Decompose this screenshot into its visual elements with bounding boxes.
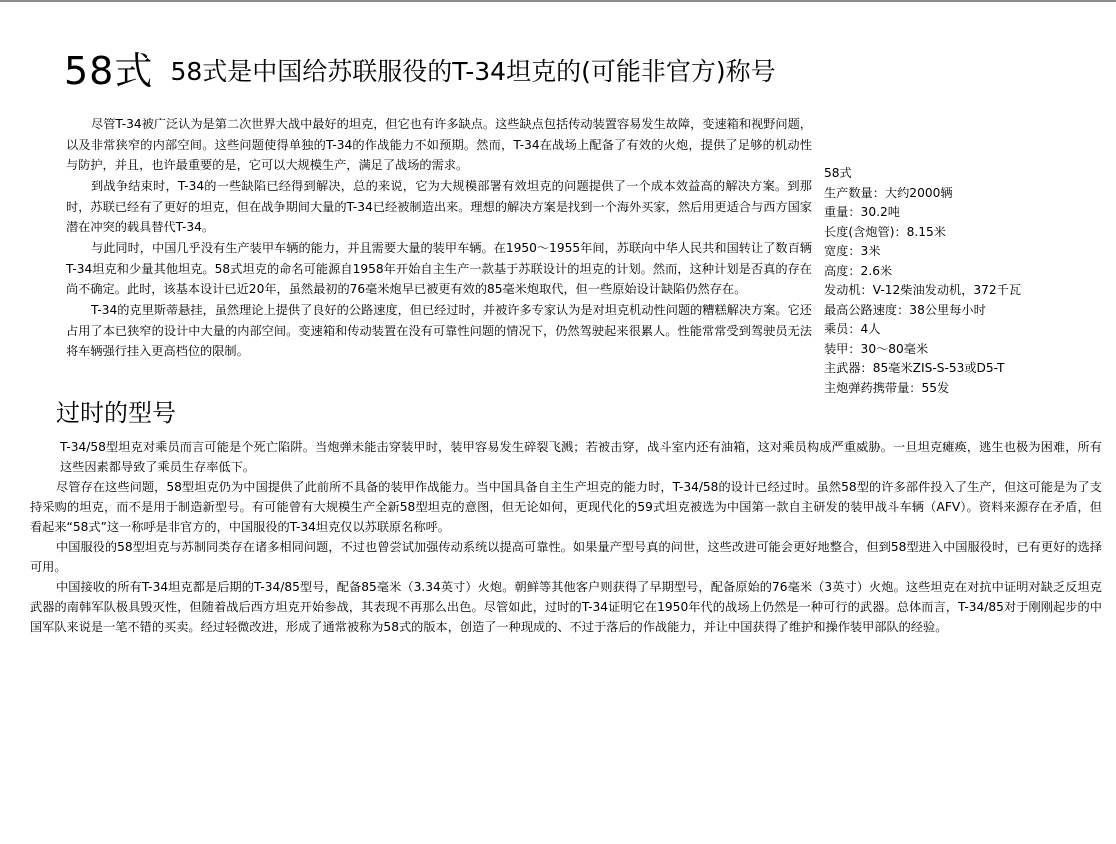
spec-crew: 乘员：4人 — [824, 322, 881, 336]
section-paragraph: 中国接收的所有T-34坦克都是后期的T-34/85型号，配备85毫米（3.34英寸）火炮。朝鲜等其他客户则获得了早期型号，配备原始的76毫米（3英寸）火炮。这些坦克在对抗中证明对缺乏反坦克武器的南韩军队极具毁灭性，但随着战后西方坦克开始参战，其表现不再那么出色。尽管如此，过时的T-34证明它在1950年代的战场上仍然是一种可行的武器。总体而言，T-34/85对于刚刚起步的中国军队来说是一笔不错的买卖。经过轻微改进，形成了通常被称为58式的版本，创造了一种现成的、不过于落后的作战能力，并让中国获得了维护和操作装甲部队的经验。 — [30, 580, 1102, 634]
infobox-title: 58式 — [824, 166, 852, 180]
spec-engine: 发动机：V-12柴油发动机，372千瓦 — [824, 283, 1022, 297]
spec-main-armament: 主武器：85毫米ZIS-S-53或D5-T — [824, 361, 1005, 375]
page-header — [64, 40, 776, 95]
spec-production: 生产数量：大约2000辆 — [824, 185, 953, 200]
page-subtitle: 58式是中国给苏联服役的T-34坦克的(可能非官方)称号 — [170, 57, 776, 86]
intro-section — [66, 114, 812, 362]
spec-length: 长度(含炮管)：8.15米 — [824, 224, 946, 239]
intro-paragraph: 尽管T-34被广泛认为是第二次世界大战中最好的坦克，但它也有许多缺点。这些缺点包括传动装置容易发生故障，变速箱和视野问题，以及非常狭窄的内部空间。这些问题使得单独的T-34的作战能力不如预期。然而，T-34在战场上配备了有效的火炮，提供了足够的机动性与防护，并且，也许最重要的是，它可以大规模生产，满足了战场的需求。 — [66, 117, 812, 172]
specs-infobox — [824, 164, 1021, 398]
section-paragraph: 中国服役的58型坦克与苏制同类存在诸多相同问题，不过也曾尝试加强传动系统以提高可靠性。如果量产型号真的问世，这些改进可能会更好地整合，但到58型进入中国服役时，已有更好的选择可用。 — [30, 539, 1102, 574]
intro-paragraph: T-34的克里斯蒂悬挂，虽然理论上提供了良好的公路速度，但已经过时，并被许多专家认为是对坦克机动性问题的糟糕解决方案。它还占用了本已狭窄的设计中大量的内部空间。变速箱和传动装置在没有可靠性问题的情况下，仍然驾驶起来很累人。性能常常受到驾驶员无法将车辆强行挂入更高档位的限制。 — [66, 303, 812, 358]
page-title: 58式 — [64, 49, 154, 93]
section-paragraph: T-34/58型坦克对乘员而言可能是个死亡陷阱。当炮弹未能击穿装甲时，装甲容易发生碎裂飞溅；若被击穿，战斗室内还有油箱，这对乘员构成严重威胁。一旦坦克瘫痪，逃生也极为困难，所有这些因素都导致了乘员生存率低下。 — [60, 440, 1102, 474]
top-divider — [0, 0, 1116, 2]
spec-speed: 最高公路速度：38公里每小时 — [824, 302, 986, 317]
spec-height: 高度：2.6米 — [824, 263, 893, 278]
section-paragraph: 尽管存在这些问题，58型坦克仍为中国提供了此前所不具备的装甲作战能力。当中国具备自主生产坦克的能力时，T-34/58的设计已经过时。虽然58型的许多部件投入了生产，但这可能是为了支持采购的坦克，而不是用于制造新型号。有可能曾有大规模生产全新58型坦克的意图，但无论如何，更现代化的59式坦克被选为中国第一款自主研发的装甲战斗车辆（AFV）。资料来源存在矛盾，但看起来“58式”这一称呼是非官方的，中国服役的T-34坦克仅以苏联原名称呼。 — [30, 480, 1102, 534]
intro-paragraph: 到战争结束时，T-34的一些缺陷已经得到解决，总的来说，它为大规模部署有效坦克的问题提供了一个成本效益高的解决方案。到那时，苏联已经有了更好的坦克，但在战争期间大量的T-34已经被制造出来。理想的解决方案是找到一个海外买家，然后用更适合与西方国家潜在冲突的载具替代T-34。 — [66, 179, 812, 234]
obsolete-section — [30, 438, 1102, 638]
spec-ammunition: 主炮弹药携带量：55发 — [824, 380, 950, 395]
spec-width: 宽度：3米 — [824, 244, 881, 258]
spec-armor: 装甲：30～80毫米 — [824, 341, 929, 356]
spec-weight: 重量：30.2吨 — [824, 205, 900, 219]
section-heading: 过时的型号 — [56, 399, 176, 427]
intro-paragraph: 与此同时，中国几乎没有生产装甲车辆的能力，并且需要大量的装甲车辆。在1950～1955年间，苏联向中华人民共和国转让了数百辆T-34坦克和少量其他坦克。58式坦克的命名可能源自1958年开始自主生产一款基于苏联设计的坦克的计划。然而，这种计划是否真的存在尚不确定。此时，该基本设计已近20年，虽然最初的76毫米炮早已被更有效的85毫米炮取代，但一些原始设计缺陷仍然存在。 — [66, 241, 812, 296]
